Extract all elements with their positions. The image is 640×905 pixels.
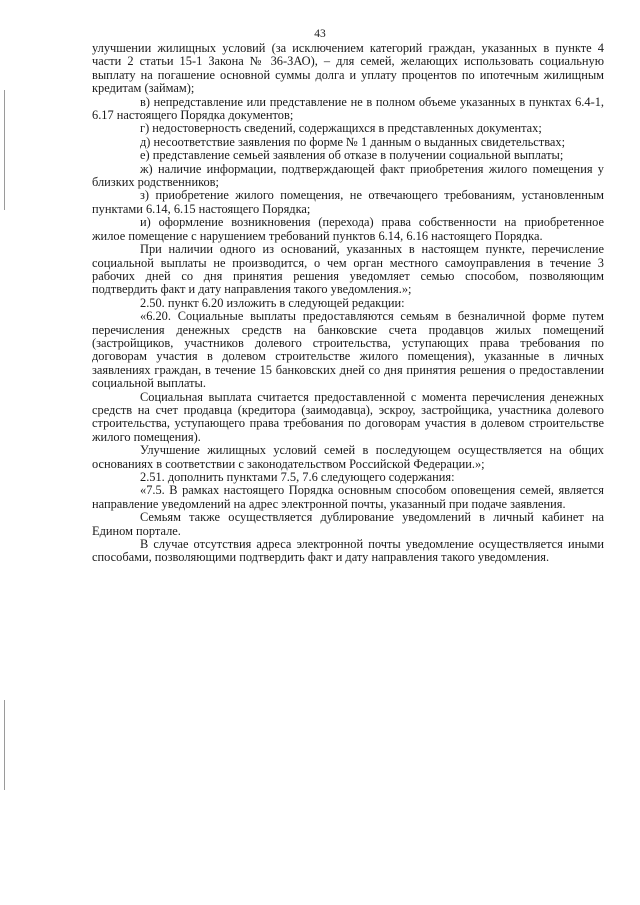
paragraph-notification: При наличии одного из оснований, указанных в настоящем пункте, перечисление социальной выплаты не производится, о чем орган местного самоуправления в течение 3 рабочих дней со дня принятия решения уведомляет семью способом, позволяющим подтвердить факт и дату направления такого уведомления.»; <box>92 242 604 297</box>
list-item-g: г) недостоверность сведений, содержащихся в представленных документах; <box>140 121 542 136</box>
paragraph-housing-improvement: Улучшение жилищных условий семей в последующем осуществляется на общих основаниях в соответствии с законодательством Российской Федерации.»; <box>92 443 604 471</box>
paragraph-duplication: Семьям также осуществляется дублирование уведомлений в личный кабинет на Едином портале. <box>92 510 604 538</box>
paragraph-7-5: «7.5. В рамках настоящего Порядка основным способом оповещения семей, является направление уведомлений на адрес электронной почты, указанный при подаче заявления. <box>92 483 604 511</box>
paragraph-item-2-51: 2.51. дополнить пунктами 7.5, 7.6 следующего содержания: <box>140 470 455 484</box>
scan-edge-line <box>4 700 5 790</box>
document-body <box>92 42 604 565</box>
list-item-d: д) несоответствие заявления по форме № 1 данным о выданных свидетельствах; <box>140 134 566 149</box>
paragraph-payment-moment: Социальная выплата считается предоставленной с момента перечисления денежных средств на счет продавца (кредитора (заимодавца), эскроу, застройщика, участника долевого строительства, уступающего права требования по договорам участия в долевом строительстве жилого помещения). <box>92 389 604 444</box>
page-number: 43 <box>314 28 326 40</box>
list-item-i: и) оформление возникновения (перехода) права собственности на приобретенное жилое помещение с нарушением требований пунктов 6.14, 6.16 настоящего Порядка. <box>92 215 604 243</box>
paragraph-no-email: В случае отсутствия адреса электронной почты уведомление осуществляется иными способами, позволяющими подтвердить факт и дату направления такого уведомления. <box>92 537 604 565</box>
paragraph-continuation: улучшении жилищных условий (за исключением категорий граждан, указанных в пункте 4 части 2 статьи 15-1 Закона № 36-ЗАО), – для семей, желающих использовать социальную выплату на погашение основной суммы долга и уплату процентов по ипотечным жилищным кредитам (займам); <box>92 41 604 96</box>
list-item-z: з) приобретение жилого помещения, не отвечающего требованиям, установленным пунктами 6.14, 6.15 настоящего Порядка; <box>92 188 604 216</box>
list-item-zh: ж) наличие информации, подтверждающей факт приобретения жилого помещения у близких родственников; <box>92 161 604 190</box>
list-item-v: в) непредставление или представление не в полном объеме указанных в пунктах 6.4-1, 6.17 настоящего Порядка документов; <box>92 94 604 123</box>
paragraph-6-20: «6.20. Социальные выплаты предоставляются семьям в безналичной форме путем перечисления денежных средств на банковские счета продавцов жилых помещений (застройщиков, участников долевого строительства, уступающих права требования по договорам участия в долевом строительстве жилого помещения), указанные в личных заявлениях граждан, в течение 15 банковских дней со дня принятия решения о предоставлении социальной выплаты. <box>92 309 604 391</box>
scan-edge-line <box>4 90 5 210</box>
list-item-e: е) представление семьей заявления об отказе в получении социальной выплаты; <box>140 148 564 163</box>
paragraph-item-2-50: 2.50. пункт 6.20 изложить в следующей редакции: <box>140 295 405 310</box>
